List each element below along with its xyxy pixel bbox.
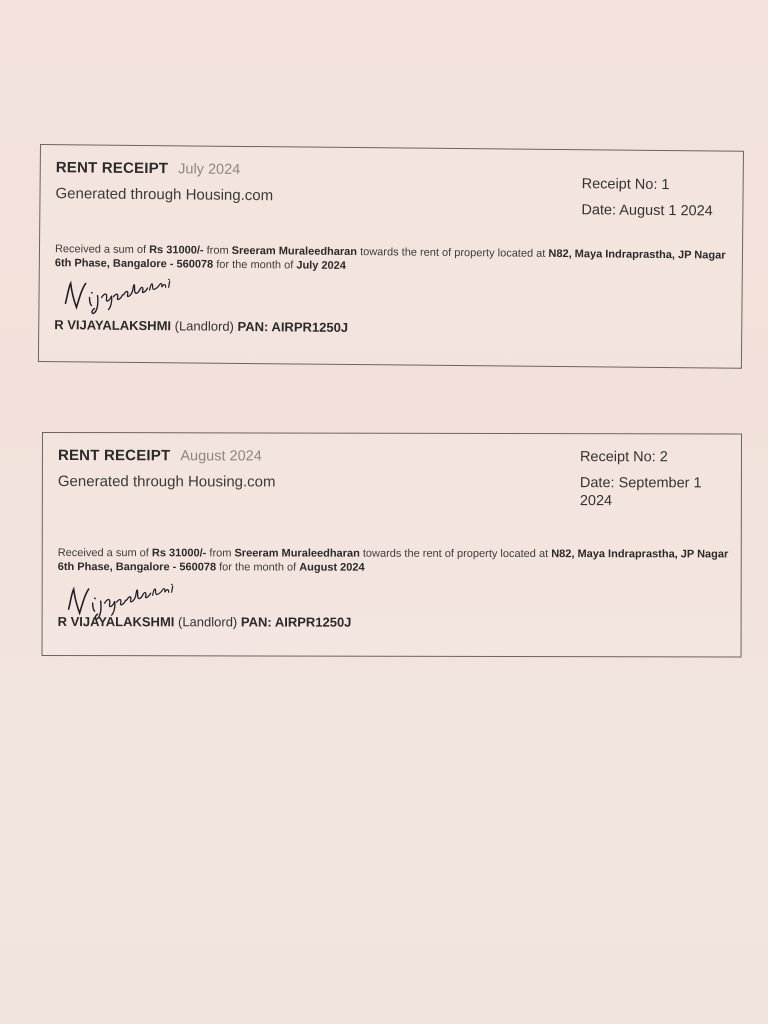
rent-period: August 2024	[299, 561, 365, 574]
receipt-date: Date: August 1 2024	[581, 202, 713, 220]
landlord-name: R VIJAYALAKSHMI	[54, 317, 172, 334]
receipt-body: Received a sum of Rs 31000/- from Sreeram Muraleedharan towards the rent of property located at N82, Maya Indraprastha, JP Nagar 6th Phase, Bangalore - 560078 for the month of July 2024	[54, 243, 726, 272]
receipt-number: Receipt No: 2	[579, 449, 668, 466]
receipt-date: Date: September 1 2024	[579, 475, 702, 510]
property-address: N82, Maya Indraprastha, JP Nagar 6th Phase, Bangalore - 560078	[54, 247, 726, 271]
landlord-details	[54, 317, 348, 335]
receipt-title: RENT RECEIPT	[55, 159, 169, 178]
amount: Rs 31000/-	[149, 244, 204, 257]
receipt-title: RENT RECEIPT	[57, 447, 171, 465]
receipt-heading	[56, 159, 241, 178]
landlord-details	[58, 614, 352, 630]
receipt-heading	[58, 447, 262, 464]
receipt-body: Received a sum of Rs 31000/- from Sreeram Muraleedharan towards the rent of property located at N82, Maya Indraprastha, JP Nagar 6th Phase, Bangalore - 560078 for the month of August 2024	[57, 547, 729, 574]
generated-through: Generated through Housing.com	[57, 473, 276, 491]
payer-name: Sreeram Muraleedharan	[234, 547, 360, 560]
handwritten-signature-icon	[61, 277, 191, 321]
receipt-number: Receipt No: 1	[581, 176, 670, 194]
property-address: N82, Maya Indraprastha, JP Nagar 6th Phase, Bangalore - 560078	[57, 548, 729, 573]
receipt-month: August 2024	[180, 448, 262, 465]
rent-receipt-august	[42, 432, 742, 657]
payer-name: Sreeram Muraleedharan	[231, 244, 358, 259]
landlord-pan: PAN: AIRPR1250J	[237, 318, 349, 335]
amount: Rs 31000/-	[151, 547, 207, 560]
landlord-pan: PAN: AIRPR1250J	[240, 614, 352, 630]
rent-receipt-july	[38, 144, 744, 369]
landlord-role: (Landlord)	[170, 318, 238, 334]
receipt-month: July 2024	[178, 161, 241, 178]
generated-through: Generated through Housing.com	[55, 185, 274, 205]
landlord-name: R VIJAYALAKSHMI	[57, 614, 175, 630]
rent-period: July 2024	[296, 258, 346, 272]
landlord-role: (Landlord)	[174, 614, 241, 630]
